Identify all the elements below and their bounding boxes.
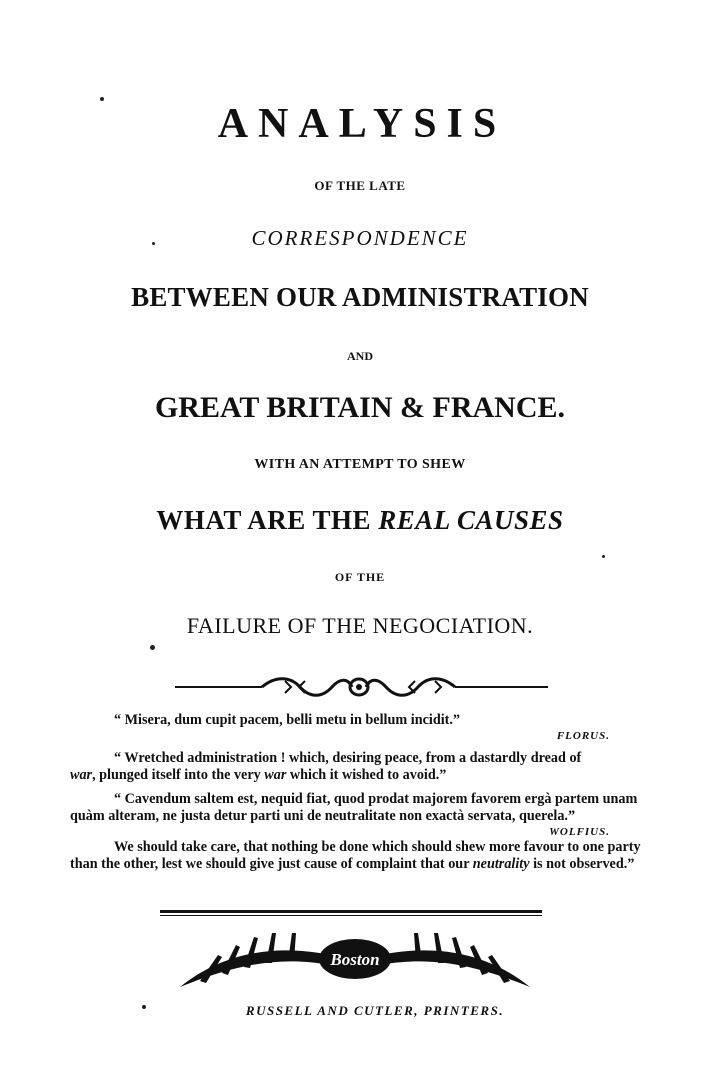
translation-2-neutrality: neutrality [472,856,530,872]
subtitle-what-are [0,503,720,537]
epigraph-translation-1 [70,750,650,784]
ink-speck [100,97,104,101]
double-rule [160,910,542,918]
translation-1-end: which it wished to avoid.” [286,767,447,783]
epigraph-wolfius-attribution: WOLFIUS. [549,826,610,838]
translation-1-war: war [70,767,93,783]
translation-2-text: We should take care, that nothing be done which should shew more favour to one party than the other, lest we should give just cause of complaint that our [70,839,641,872]
subtitle-between: BETWEEN OUR ADMINISTRATION [131,282,589,312]
ink-speck [602,555,605,558]
subtitle-failure: FAILURE OF THE NEGOCIATION. [186,613,534,638]
subtitle-and: AND [347,349,373,363]
subtitle-of-the-late: OF THE LATE [314,178,406,193]
translation-1-war-2: war [264,767,287,783]
epigraph-translation-2 [70,839,650,873]
subtitle-of-the: OF THE [334,570,386,584]
epigraph-wolfius: “ Cavendum saltem est, nequid fiat, quod prodat majorem favorem ergà partem unam quàm alteram, ne justa detur parti uni de neutralitate non exactà servata, querela.” [70,791,638,824]
subtitle-with-attempt: WITH AN ATTEMPT TO SHEW [254,457,466,472]
real-causes-text: REAL CAUSES [378,505,564,535]
epigraphs [70,712,650,873]
what-are-text: WHAT ARE THE [156,505,379,535]
translation-1-line-a: “ Wretched administration ! which, desiring peace, from a dastardly dread of [114,750,582,766]
ink-speck [142,1005,146,1009]
vignette-text: Boston [330,950,380,969]
subtitle-correspondence: CORRESPONDENCE [251,226,469,250]
subtitle-great-britain-france: GREAT BRITAIN & FRANCE. [154,391,566,424]
ink-speck [152,242,155,245]
epigraph-florus-attribution: FLORUS. [556,730,610,742]
ornamental-rule [0,664,720,710]
epigraph-florus: “ Misera, dum cupit pacem, belli metu in bellum incidit.” [114,712,461,728]
translation-2-end: is not observed.” [529,856,635,872]
ink-speck [150,645,155,650]
printer-vignette [160,925,550,995]
main-title: ANALYSIS [217,101,507,147]
translation-1-mid: , plunged itself into the very [92,767,265,783]
printer-imprint: RUSSELL AND CUTLER, PRINTERS. [245,1003,505,1018]
